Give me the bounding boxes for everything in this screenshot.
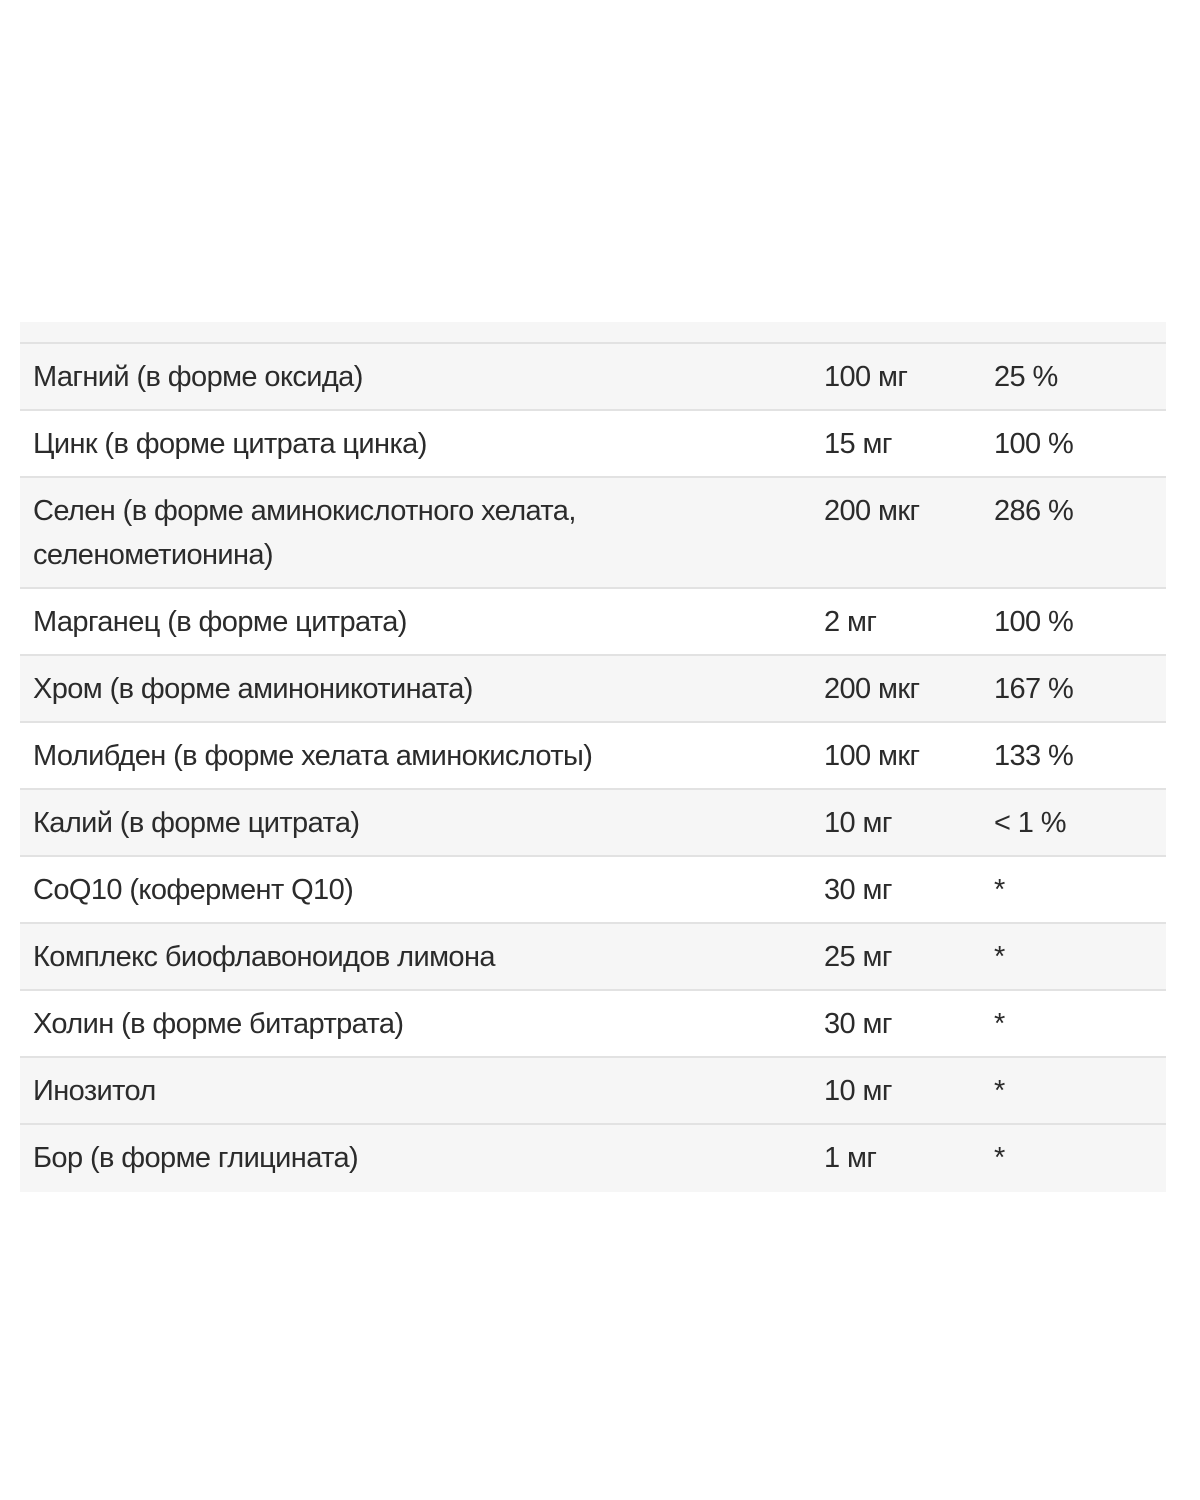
table-row	[20, 344, 1166, 411]
ingredient-daily-value: < 1 %	[994, 807, 1066, 839]
table-row	[20, 478, 1166, 589]
table-row	[20, 991, 1166, 1058]
ingredient-daily-value: *	[994, 1075, 1005, 1107]
table-row	[20, 924, 1166, 991]
ingredient-daily-value: *	[994, 941, 1005, 973]
ingredient-amount: 100 мг	[824, 361, 908, 393]
ingredient-amount: 30 мг	[824, 1008, 892, 1040]
ingredient-daily-value: 167 %	[994, 673, 1074, 705]
table-row	[20, 656, 1166, 723]
ingredient-daily-value: 286 %	[994, 495, 1074, 527]
ingredient-name: Молибден (в форме хелата аминокислоты)	[33, 740, 593, 772]
nutrition-table	[20, 322, 1166, 1192]
ingredient-name: Цинк (в форме цитрата цинка)	[33, 428, 427, 460]
ingredient-name: Калий (в форме цитрата)	[33, 807, 360, 839]
table-row	[20, 857, 1166, 924]
ingredient-name: CoQ10 (кофермент Q10)	[33, 874, 354, 906]
ingredient-name: Инозитол	[33, 1075, 156, 1107]
ingredient-amount: 100 мкг	[824, 740, 920, 772]
ingredient-name: Комплекс биофлавоноидов лимона	[33, 941, 495, 973]
table-row	[20, 723, 1166, 790]
ingredient-amount: 25 мг	[824, 941, 892, 973]
ingredient-daily-value: *	[994, 1142, 1005, 1174]
ingredient-amount: 2 мг	[824, 606, 877, 638]
ingredient-name: Холин (в форме битартрата)	[33, 1008, 404, 1040]
ingredient-amount: 30 мг	[824, 874, 892, 906]
ingredient-daily-value: 133 %	[994, 740, 1074, 772]
ingredient-amount: 10 мг	[824, 1075, 892, 1107]
table-row	[20, 1058, 1166, 1125]
ingredient-name: Бор (в форме глицината)	[33, 1142, 359, 1174]
ingredient-name: Магний (в форме оксида)	[33, 361, 363, 393]
ingredient-name: Селен (в форме аминокислотного хелата, селенометионина)	[33, 495, 576, 571]
table-row	[20, 1125, 1166, 1192]
table-row	[20, 411, 1166, 478]
ingredient-daily-value: 100 %	[994, 606, 1074, 638]
ingredient-daily-value: *	[994, 1008, 1005, 1040]
ingredient-amount: 10 мг	[824, 807, 892, 839]
ingredient-name: Хром (в форме аминоникотината)	[33, 673, 473, 705]
ingredient-name: Марганец (в форме цитрата)	[33, 606, 407, 638]
ingredient-daily-value: 100 %	[994, 428, 1074, 460]
table-row	[20, 589, 1166, 656]
table-row	[20, 790, 1166, 857]
ingredient-amount: 1 мг	[824, 1142, 877, 1174]
cut-off-row	[20, 322, 1166, 344]
ingredient-daily-value: *	[994, 874, 1005, 906]
ingredient-amount: 200 мкг	[824, 495, 920, 527]
ingredient-amount: 200 мкг	[824, 673, 920, 705]
ingredient-daily-value: 25 %	[994, 361, 1058, 393]
ingredient-amount: 15 мг	[824, 428, 892, 460]
